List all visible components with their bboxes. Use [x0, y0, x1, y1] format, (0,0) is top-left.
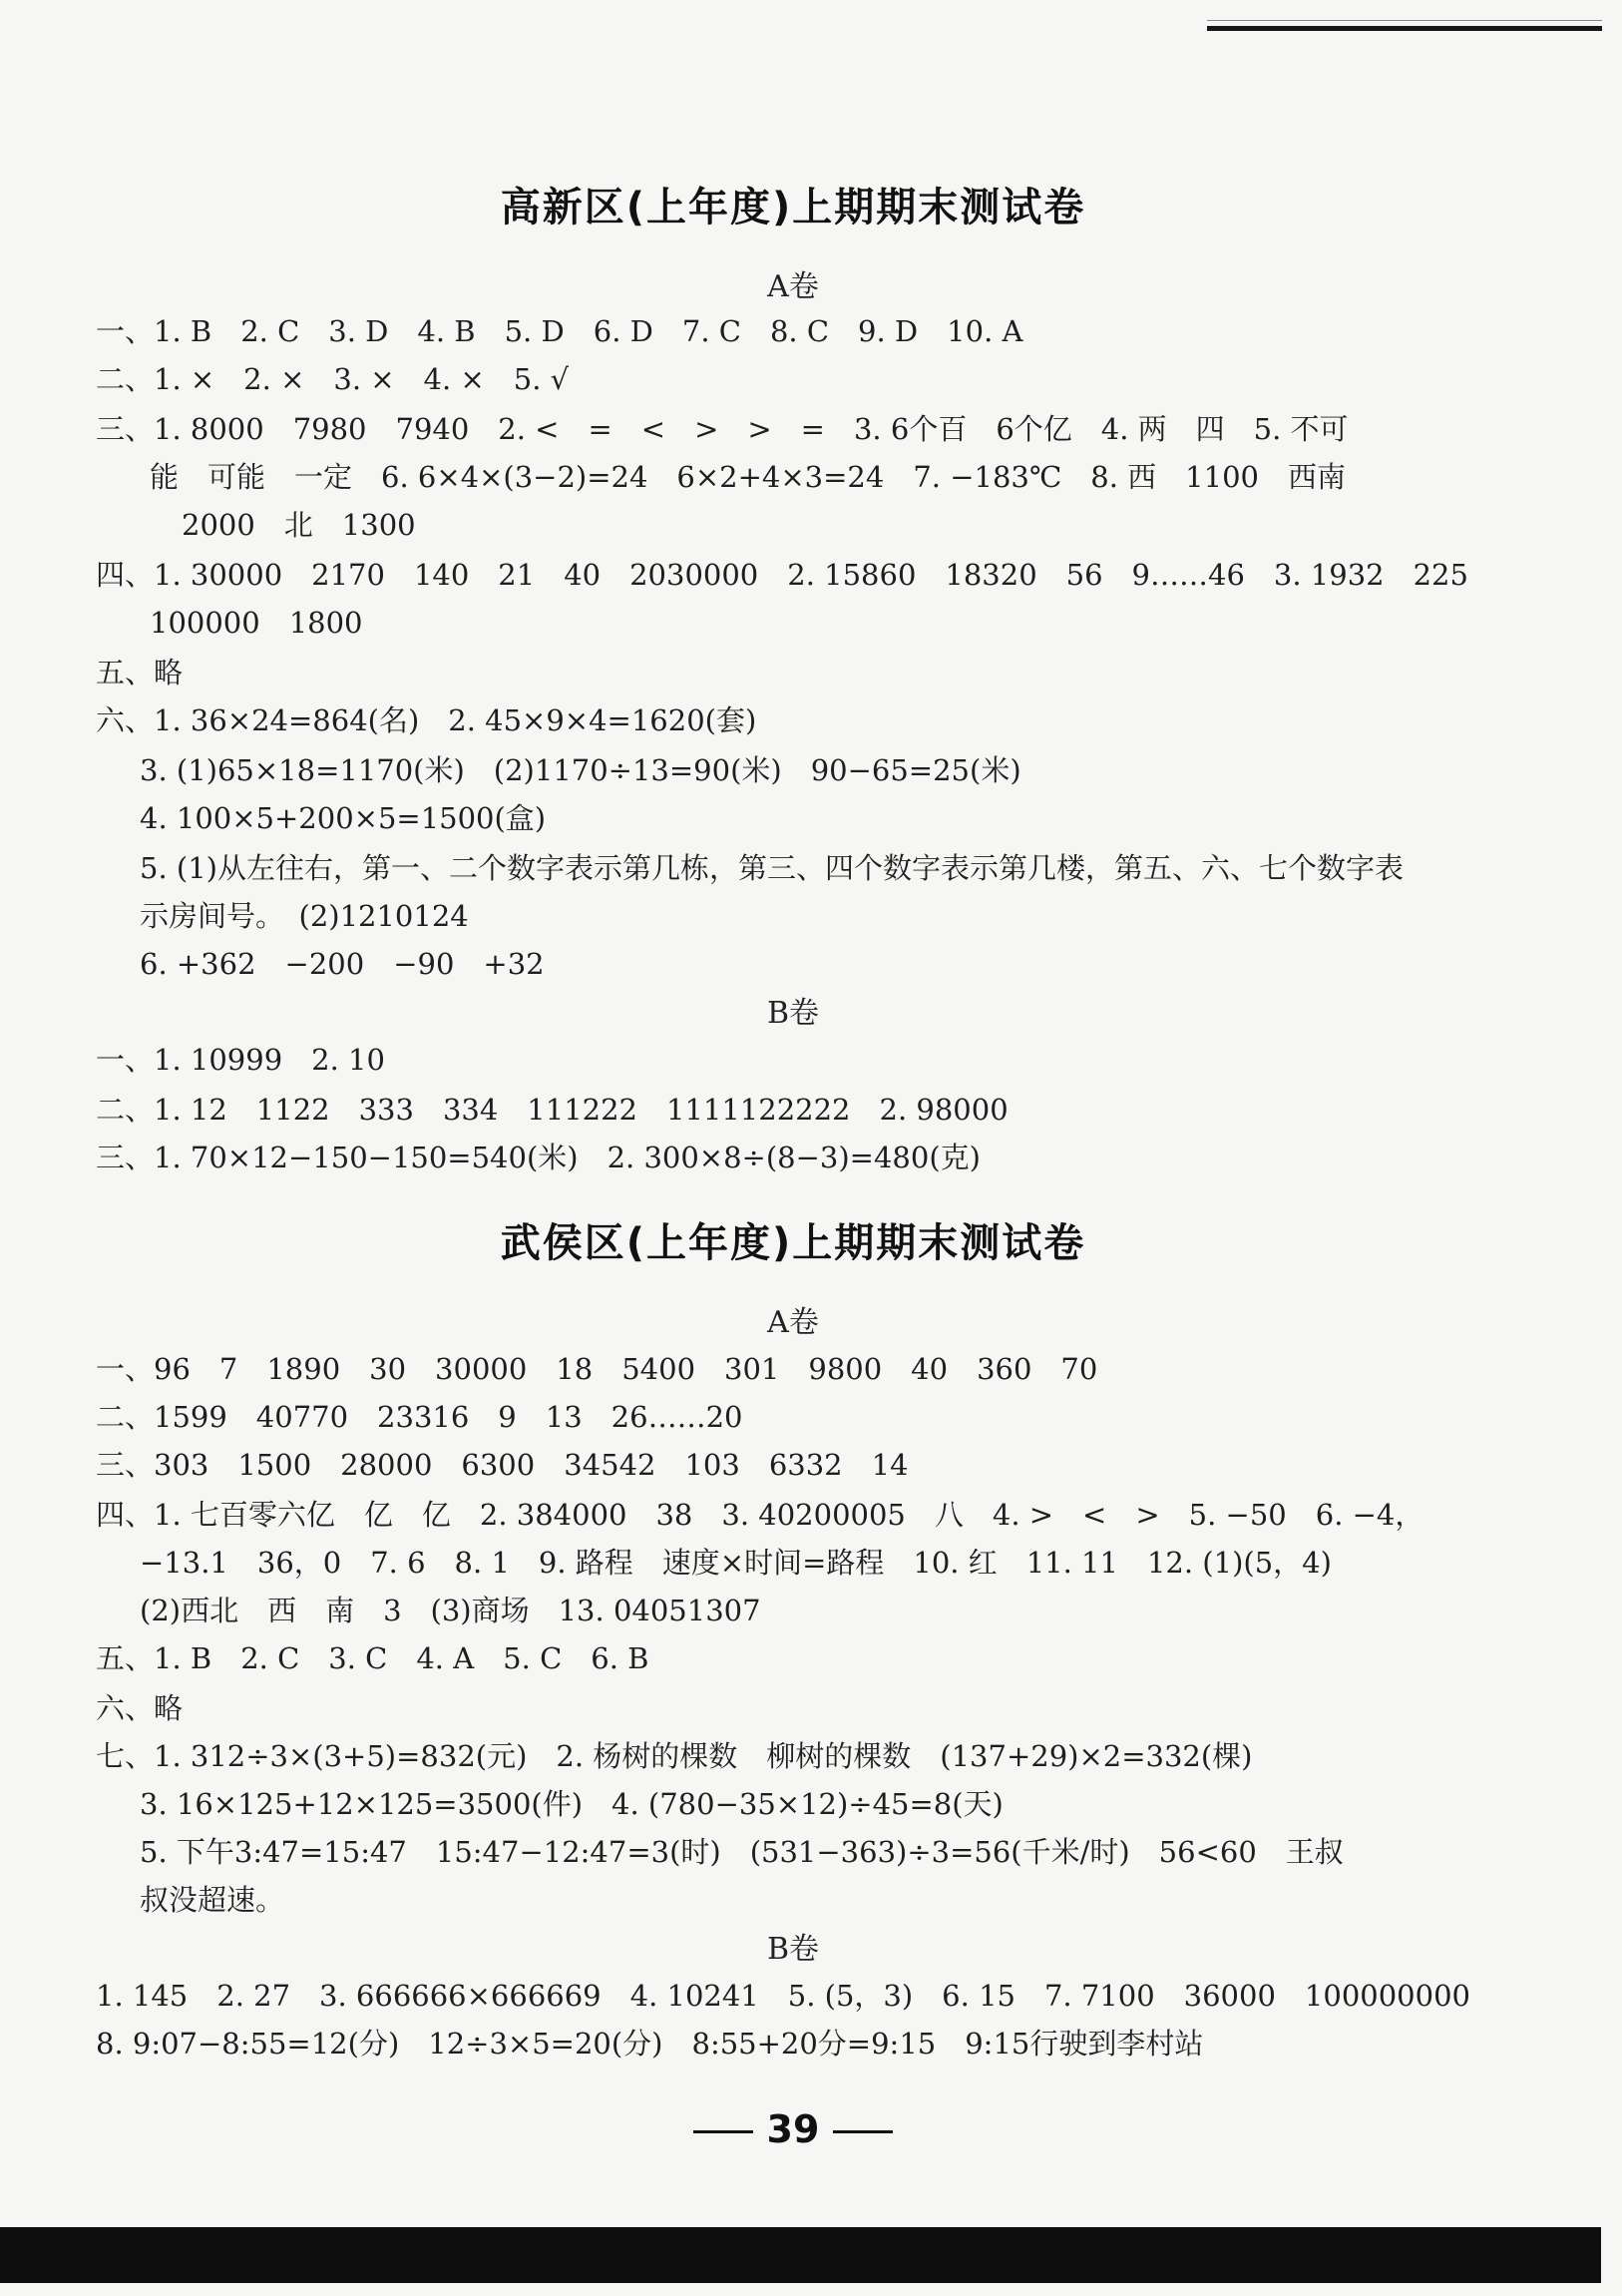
answer-line: 示房间号。 (2)1210124	[140, 899, 469, 933]
answer-line: 6. +362 −200 −90 +32	[140, 947, 545, 981]
part-label: A卷	[767, 269, 819, 304]
page-number-value: 39	[766, 2107, 820, 2151]
answer-line: 五、略	[96, 656, 184, 689]
answer-line: 二、1. 12 1122 333 334 111222 1111122222 2. 98000	[96, 1093, 1009, 1127]
answer-line: 8. 9:07−8:55=12(分) 12÷3×5=20(分) 8:55+20分=9:15 9:15行驶到李村站	[96, 2027, 1204, 2061]
part-label: A卷	[767, 1305, 819, 1340]
answer-line: 一、1. 10999 2. 10	[96, 1043, 385, 1077]
answer-line: 六、1. 36×24=864(名) 2. 45×9×4=1620(套)	[96, 703, 757, 737]
page-number-dash-left	[693, 2130, 753, 2133]
answer-line: 六、略	[96, 1691, 184, 1725]
part-label: B卷	[766, 1932, 820, 1967]
answer-line: (2)西北 西 南 3 (3)商场 13. 04051307	[140, 1594, 761, 1627]
answer-line: 一、1. B 2. C 3. D 4. B 5. D 6. D 7. C 8. C 9. D 10. A	[96, 314, 1023, 348]
answer-line: 5. 下午3:47=15:47 15:47−12:47=3(时) (531−363)÷3=56(千米/时) 56<60 王叔	[140, 1835, 1344, 1869]
answer-line: 一、96 7 1890 30 30000 18 5400 301 9800 40 360 70	[96, 1352, 1098, 1386]
answer-line: 5. (1)从左往右，第一、二个数字表示第几栋，第三、四个数字表示第几楼，第五、六、七个数字表	[140, 851, 1404, 885]
section-title: 武侯区(上年度)上期期末测试卷	[500, 1220, 1086, 1266]
answer-line: 3. 16×125+12×125=3500(件) 4. (780−35×12)÷45=8(天)	[140, 1787, 1004, 1821]
answer-line: 三、1. 70×12−150−150=540(米) 2. 300×8÷(8−3)=480(克)	[96, 1141, 981, 1174]
answer-line: 七、1. 312÷3×(3+5)=832(元) 2. 杨树的棵数 柳树的棵数 (137+29)×2=332(棵)	[96, 1739, 1253, 1773]
header-thin-rule	[1207, 20, 1602, 21]
page-number	[0, 2107, 1586, 2151]
answer-line: 二、1599 40770 23316 9 13 26……20	[96, 1400, 743, 1434]
answer-line: 100000 1800	[150, 606, 363, 640]
page-number-dash-right	[833, 2130, 893, 2133]
footer-bar	[0, 2227, 1601, 2283]
answer-line: 2000 北 1300	[182, 508, 416, 542]
section-title: 高新区(上年度)上期期末测试卷	[500, 185, 1086, 230]
answer-line: 1. 145 2. 27 3. 666666×666669 4. 10241 5. (5，3) 6. 15 7. 7100 36000 100000000	[96, 1979, 1470, 2013]
answer-line: 叔没超速。	[140, 1883, 285, 1917]
answer-line: 3. (1)65×18=1170(米) (2)1170÷13=90(米) 90−65=25(米)	[140, 753, 1021, 787]
answer-line: 4. 100×5+200×5=1500(盒)	[140, 801, 547, 835]
answer-line: 二、1. × 2. × 3. × 4. × 5. √	[96, 362, 570, 396]
answer-line: 五、1. B 2. C 3. C 4. A 5. C 6. B	[96, 1641, 649, 1675]
answer-line: −13.1 36，0 7. 6 8. 1 9. 路程 速度×时间=路程 10. 红 11. 11 12. (1)(5，4)	[140, 1546, 1332, 1580]
answer-line: 三、1. 8000 7980 7940 2. < = < > > = 3. 6个百 6个亿 4. 两 四 5. 不可	[96, 412, 1349, 446]
header-rule	[1207, 26, 1602, 31]
answer-line: 三、303 1500 28000 6300 34542 103 6332 14	[96, 1448, 909, 1482]
answer-line: 四、1. 30000 2170 140 21 40 2030000 2. 15860 18320 56 9……46 3. 1932 225	[96, 558, 1468, 592]
answer-line: 能 可能 一定 6. 6×4×(3−2)=24 6×2+4×3=24 7. −183℃ 8. 西 1100 西南	[150, 460, 1346, 494]
part-label: B卷	[766, 996, 820, 1031]
answer-line: 四、1. 七百零六亿 亿 亿 2. 384000 38 3. 40200005 八 4. > < > 5. −50 6. −4，	[96, 1498, 1424, 1532]
